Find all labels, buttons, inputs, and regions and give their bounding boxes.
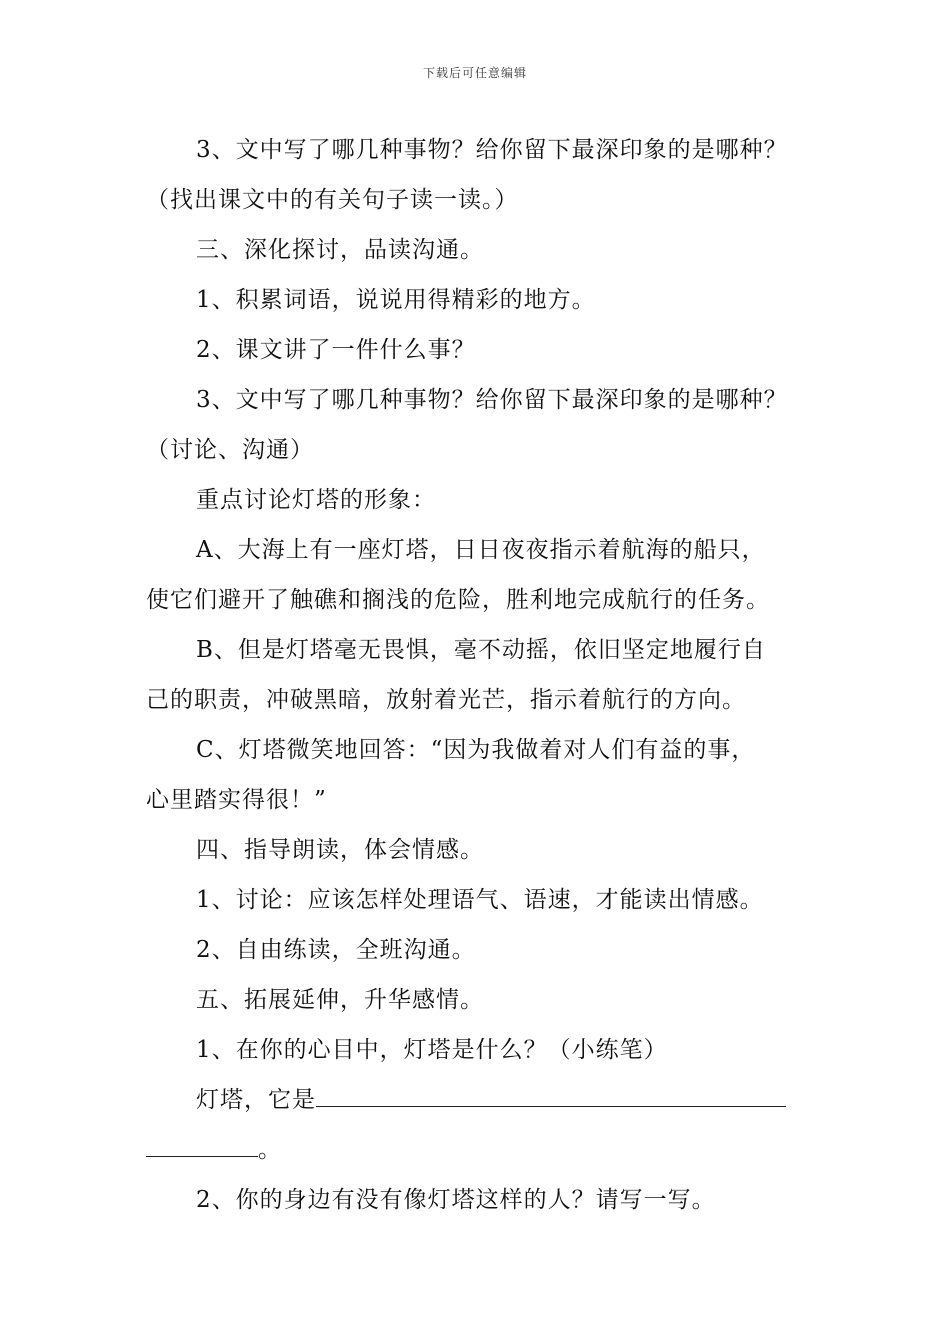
- paragraph: C、灯塔微笑地回答：“因为我做着对人们有益的事，: [196, 737, 756, 763]
- fill-in-ending: 。: [258, 1137, 282, 1163]
- paragraph: 3、文中写了哪几种事物？给你留下最深印象的是哪种？: [196, 137, 788, 163]
- answer-blank-line: [146, 1155, 258, 1157]
- fill-in-line: [196, 1085, 786, 1115]
- fill-in-continuation: [146, 1135, 282, 1165]
- page-header-note: 下载后可任意编辑: [422, 66, 527, 80]
- paragraph: 心里踏实得很！”: [146, 787, 327, 813]
- paragraph: A、大海上有一座灯塔，日日夜夜指示着航海的船只，: [196, 537, 766, 563]
- paragraph: 3、文中写了哪几种事物？给你留下最深印象的是哪种？: [196, 387, 788, 413]
- paragraph: 1、在你的心目中，灯塔是什么？（小练笔）: [196, 1037, 668, 1063]
- section-heading: 四、指导朗读，体会情感。: [196, 837, 484, 863]
- paragraph: B、但是灯塔毫无畏惧，毫不动摇，依旧坚定地履行自: [196, 637, 766, 663]
- section-heading: 五、拓展延伸，升华感情。: [196, 987, 484, 1013]
- paragraph: 使它们避开了触礁和搁浅的危险，胜利地完成航行的任务。: [146, 587, 770, 613]
- paragraph: 2、你的身边有没有像灯塔这样的人？请写一写。: [196, 1187, 716, 1213]
- paragraph: 己的职责，冲破黑暗，放射着光芒，指示着航行的方向。: [146, 687, 746, 713]
- fill-in-prompt: 灯塔，它是: [196, 1087, 316, 1113]
- paragraph: （找出课文中的有关句子读一读。）: [146, 187, 519, 213]
- paragraph: 2、自由练读，全班沟通。: [196, 937, 476, 963]
- paragraph: 1、讨论：应该怎样处理语气、语速，才能读出情感。: [196, 887, 764, 913]
- paragraph: 重点讨论灯塔的形象：: [196, 487, 436, 513]
- section-heading: 三、深化探讨，品读沟通。: [196, 237, 484, 263]
- paragraph: （讨论、沟通）: [146, 437, 314, 463]
- paragraph: 1、积累词语，说说用得精彩的地方。: [196, 287, 596, 313]
- answer-blank-line: [316, 1105, 786, 1107]
- paragraph: 2、课文讲了一件什么事？: [196, 337, 476, 363]
